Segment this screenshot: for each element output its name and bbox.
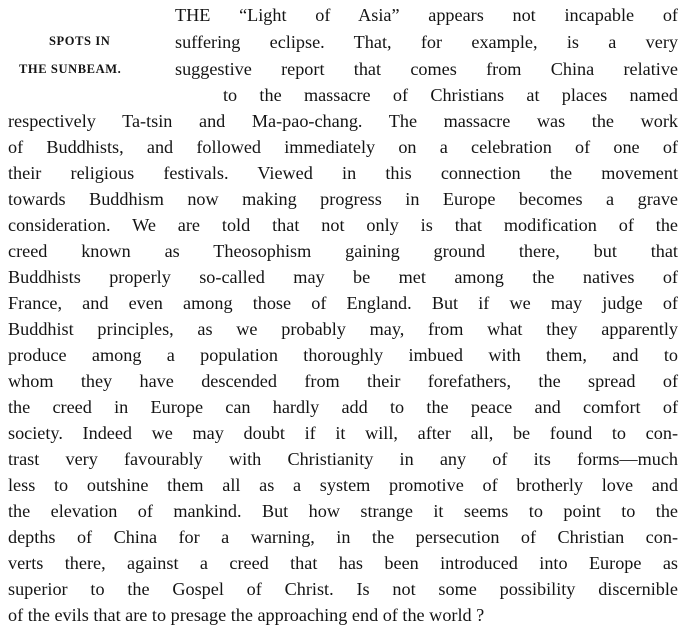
paragraph-line: suggestive report that comes from China relative (175, 59, 678, 79)
paragraph-line: respectively Ta-tsin and Ma-pao-chang. The massacre was the work (8, 111, 678, 131)
paragraph-line: the elevation of mankind. But how strange it seems to point to the (8, 501, 678, 521)
paragraph-line: of Buddhists, and followed immediately on a celebration of one of (8, 137, 678, 157)
paragraph-line-last: of the evils that are to presage the approaching end of the world ? (8, 605, 485, 625)
margin-heading-line-2: THE SUNBEAM. (19, 62, 122, 76)
paragraph-line: trast very favourably with Christianity in any of its forms—much (8, 449, 678, 469)
paragraph-line: verts there, against a creed that has been introduced into Europe as (8, 553, 678, 573)
paragraph-line: consideration. We are told that not only is that modification of the (8, 215, 678, 235)
margin-heading-line-1: SPOTS IN (49, 34, 111, 48)
paragraph-line: society. Indeed we may doubt if it will, after all, be found to con- (8, 423, 678, 443)
paragraph-line: Buddhist principles, as we probably may, from what they apparently (8, 319, 678, 339)
paragraph-line: their religious festivals. Viewed in this connection the movement (8, 163, 678, 183)
paragraph-line: to the massacre of Christians at places named (223, 85, 678, 105)
paragraph-line: whom they have descended from their forefathers, the spread of (8, 371, 678, 391)
paragraph-line: the creed in Europe can hardly add to the peace and comfort of (8, 397, 678, 417)
paragraph-line: Buddhists properly so-called may be met among the natives of (8, 267, 678, 287)
paragraph-line: France, and even among those of England. But if we may judge of (8, 293, 678, 313)
paragraph-line: towards Buddhism now making progress in Europe becomes a grave (8, 189, 678, 209)
paragraph-line: produce among a population thoroughly imbued with them, and to (8, 345, 678, 365)
paragraph-line: THE “Light of Asia” appears not incapable of (175, 5, 678, 25)
paragraph-line: suffering eclipse. That, for example, is a very (175, 32, 678, 52)
paragraph-line: creed known as Theosophism gaining ground there, but that (8, 241, 678, 261)
paragraph-line: less to outshine them all as a system promotive of brotherly love and (8, 475, 678, 495)
paragraph-line: superior to the Gospel of Christ. Is not some possibility discernible (8, 579, 678, 599)
paragraph-line: depths of China for a warning, in the persecution of Christian con- (8, 527, 678, 547)
